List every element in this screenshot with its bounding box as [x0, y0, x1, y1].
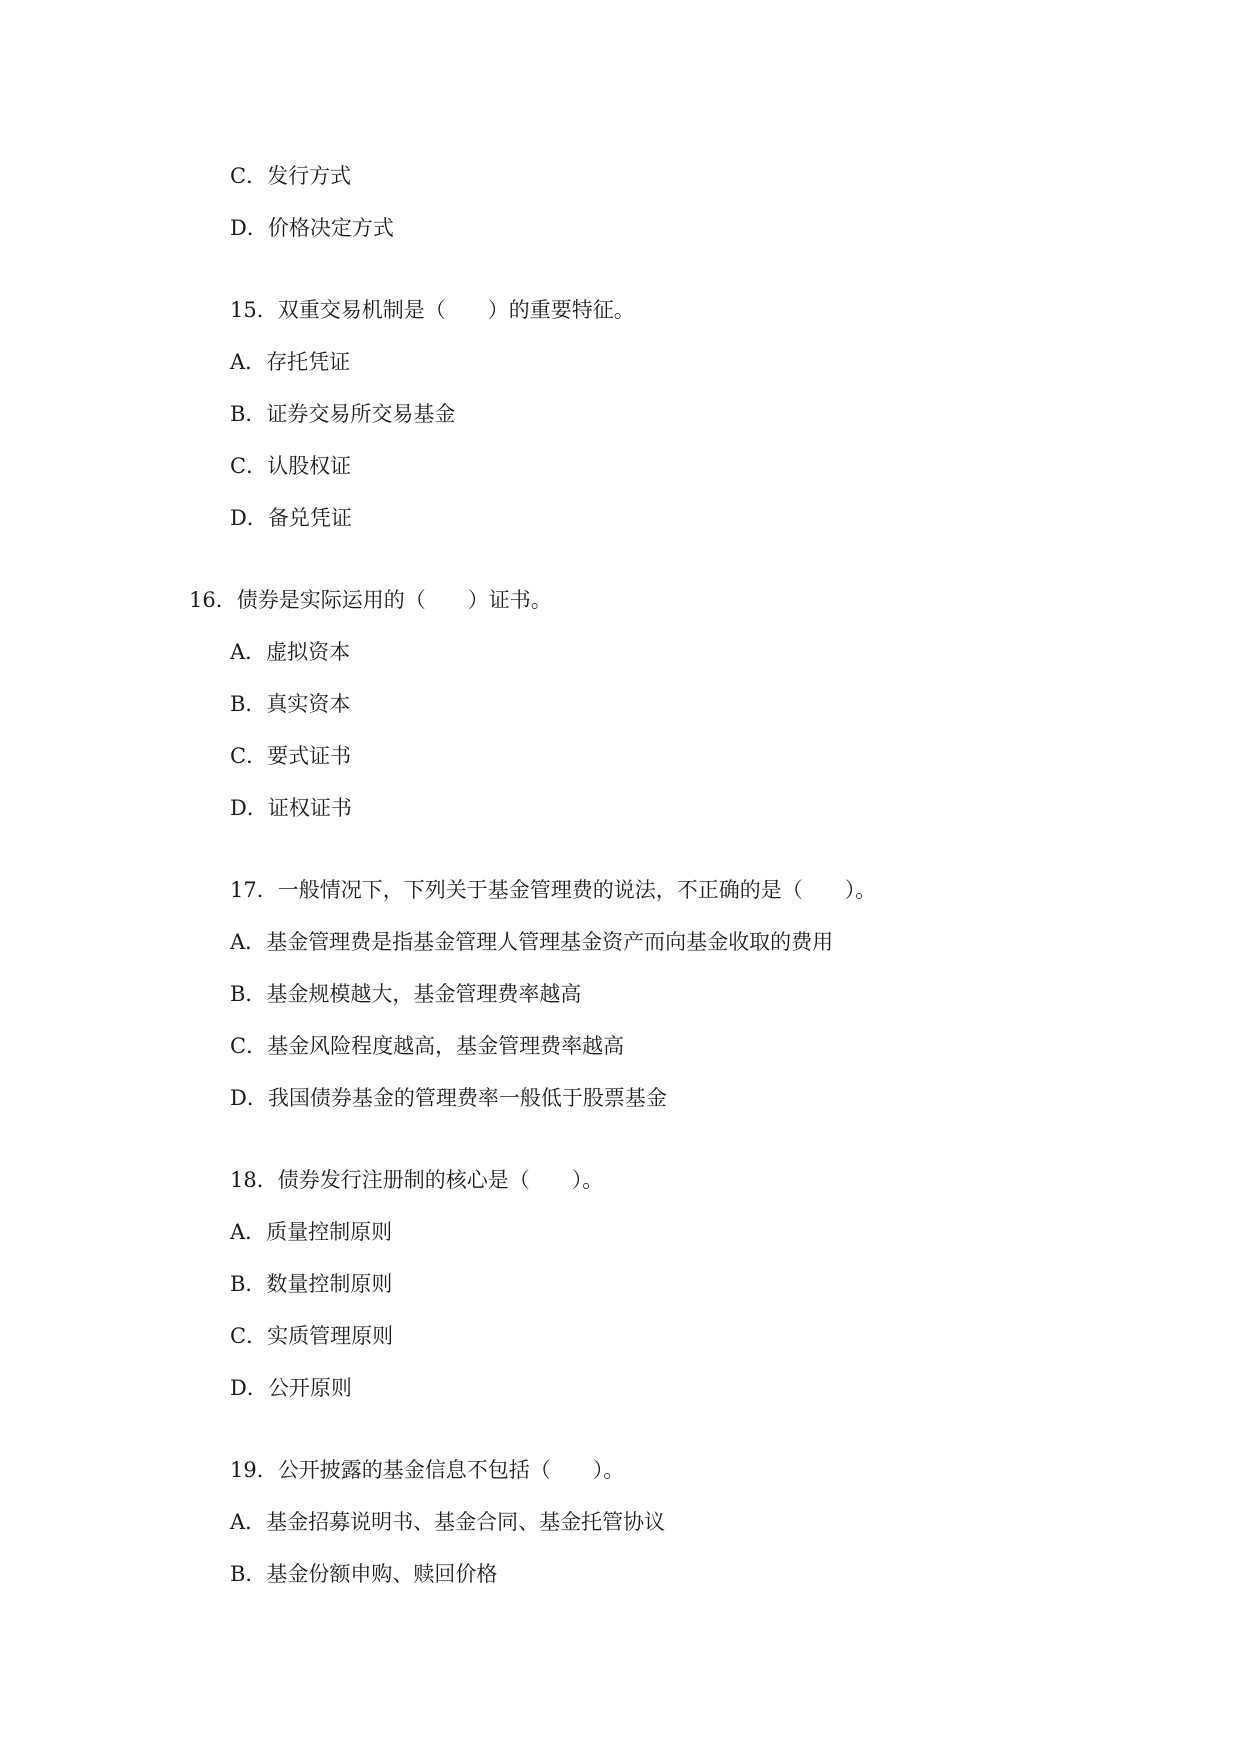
question-17-option-c: C．基金风险程度越高，基金管理费率越高 — [230, 1034, 625, 1058]
document-page — [0, 150, 1241, 1600]
question-19-option-b: B．基金份额申购、赎回价格 — [230, 1562, 498, 1586]
question-17-option-a: A．基金管理费是指基金管理人管理基金资产而向基金收取的费用 — [230, 930, 834, 954]
question-19-stem: 19．公开披露的基金信息不包括（ ）。 — [230, 1458, 625, 1482]
question-17-option-b: B．基金规模越大，基金管理费率越高 — [230, 982, 582, 1006]
question-17-stem: 17．一般情况下，下列关于基金管理费的说法，不正确的是（ ）。 — [230, 878, 877, 902]
option-line: D．价格决定方式 — [230, 216, 394, 240]
question-16-option-c: C．要式证书 — [230, 744, 352, 768]
option-line: C．发行方式 — [230, 164, 352, 188]
question-19-option-a: A．基金招募说明书、基金合同、基金托管协议 — [230, 1510, 666, 1534]
question-18-option-d: D．公开原则 — [230, 1376, 352, 1400]
question-18-option-a: A．质量控制原则 — [230, 1220, 393, 1244]
question-15-stem: 15．双重交易机制是（ ）的重要特征。 — [230, 298, 635, 322]
question-16-option-a: A．虚拟资本 — [230, 640, 351, 664]
question-16-option-d: D．证权证书 — [230, 796, 352, 820]
question-15-option-a: A．存托凭证 — [230, 350, 351, 374]
question-15-option-b: B．证券交易所交易基金 — [230, 402, 456, 426]
question-15-option-c: C．认股权证 — [230, 454, 352, 478]
question-16-stem: 16．债券是实际运用的（ ）证书。 — [189, 588, 552, 612]
question-15-option-d: D．备兑凭证 — [230, 506, 352, 530]
question-18-stem: 18．债券发行注册制的核心是（ ）。 — [230, 1168, 604, 1192]
question-18-option-c: C．实质管理原则 — [230, 1324, 394, 1348]
question-16-option-b: B．真实资本 — [230, 692, 351, 716]
question-18-option-b: B．数量控制原则 — [230, 1272, 393, 1296]
question-17-option-d: D．我国债券基金的管理费率一般低于股票基金 — [230, 1086, 667, 1110]
